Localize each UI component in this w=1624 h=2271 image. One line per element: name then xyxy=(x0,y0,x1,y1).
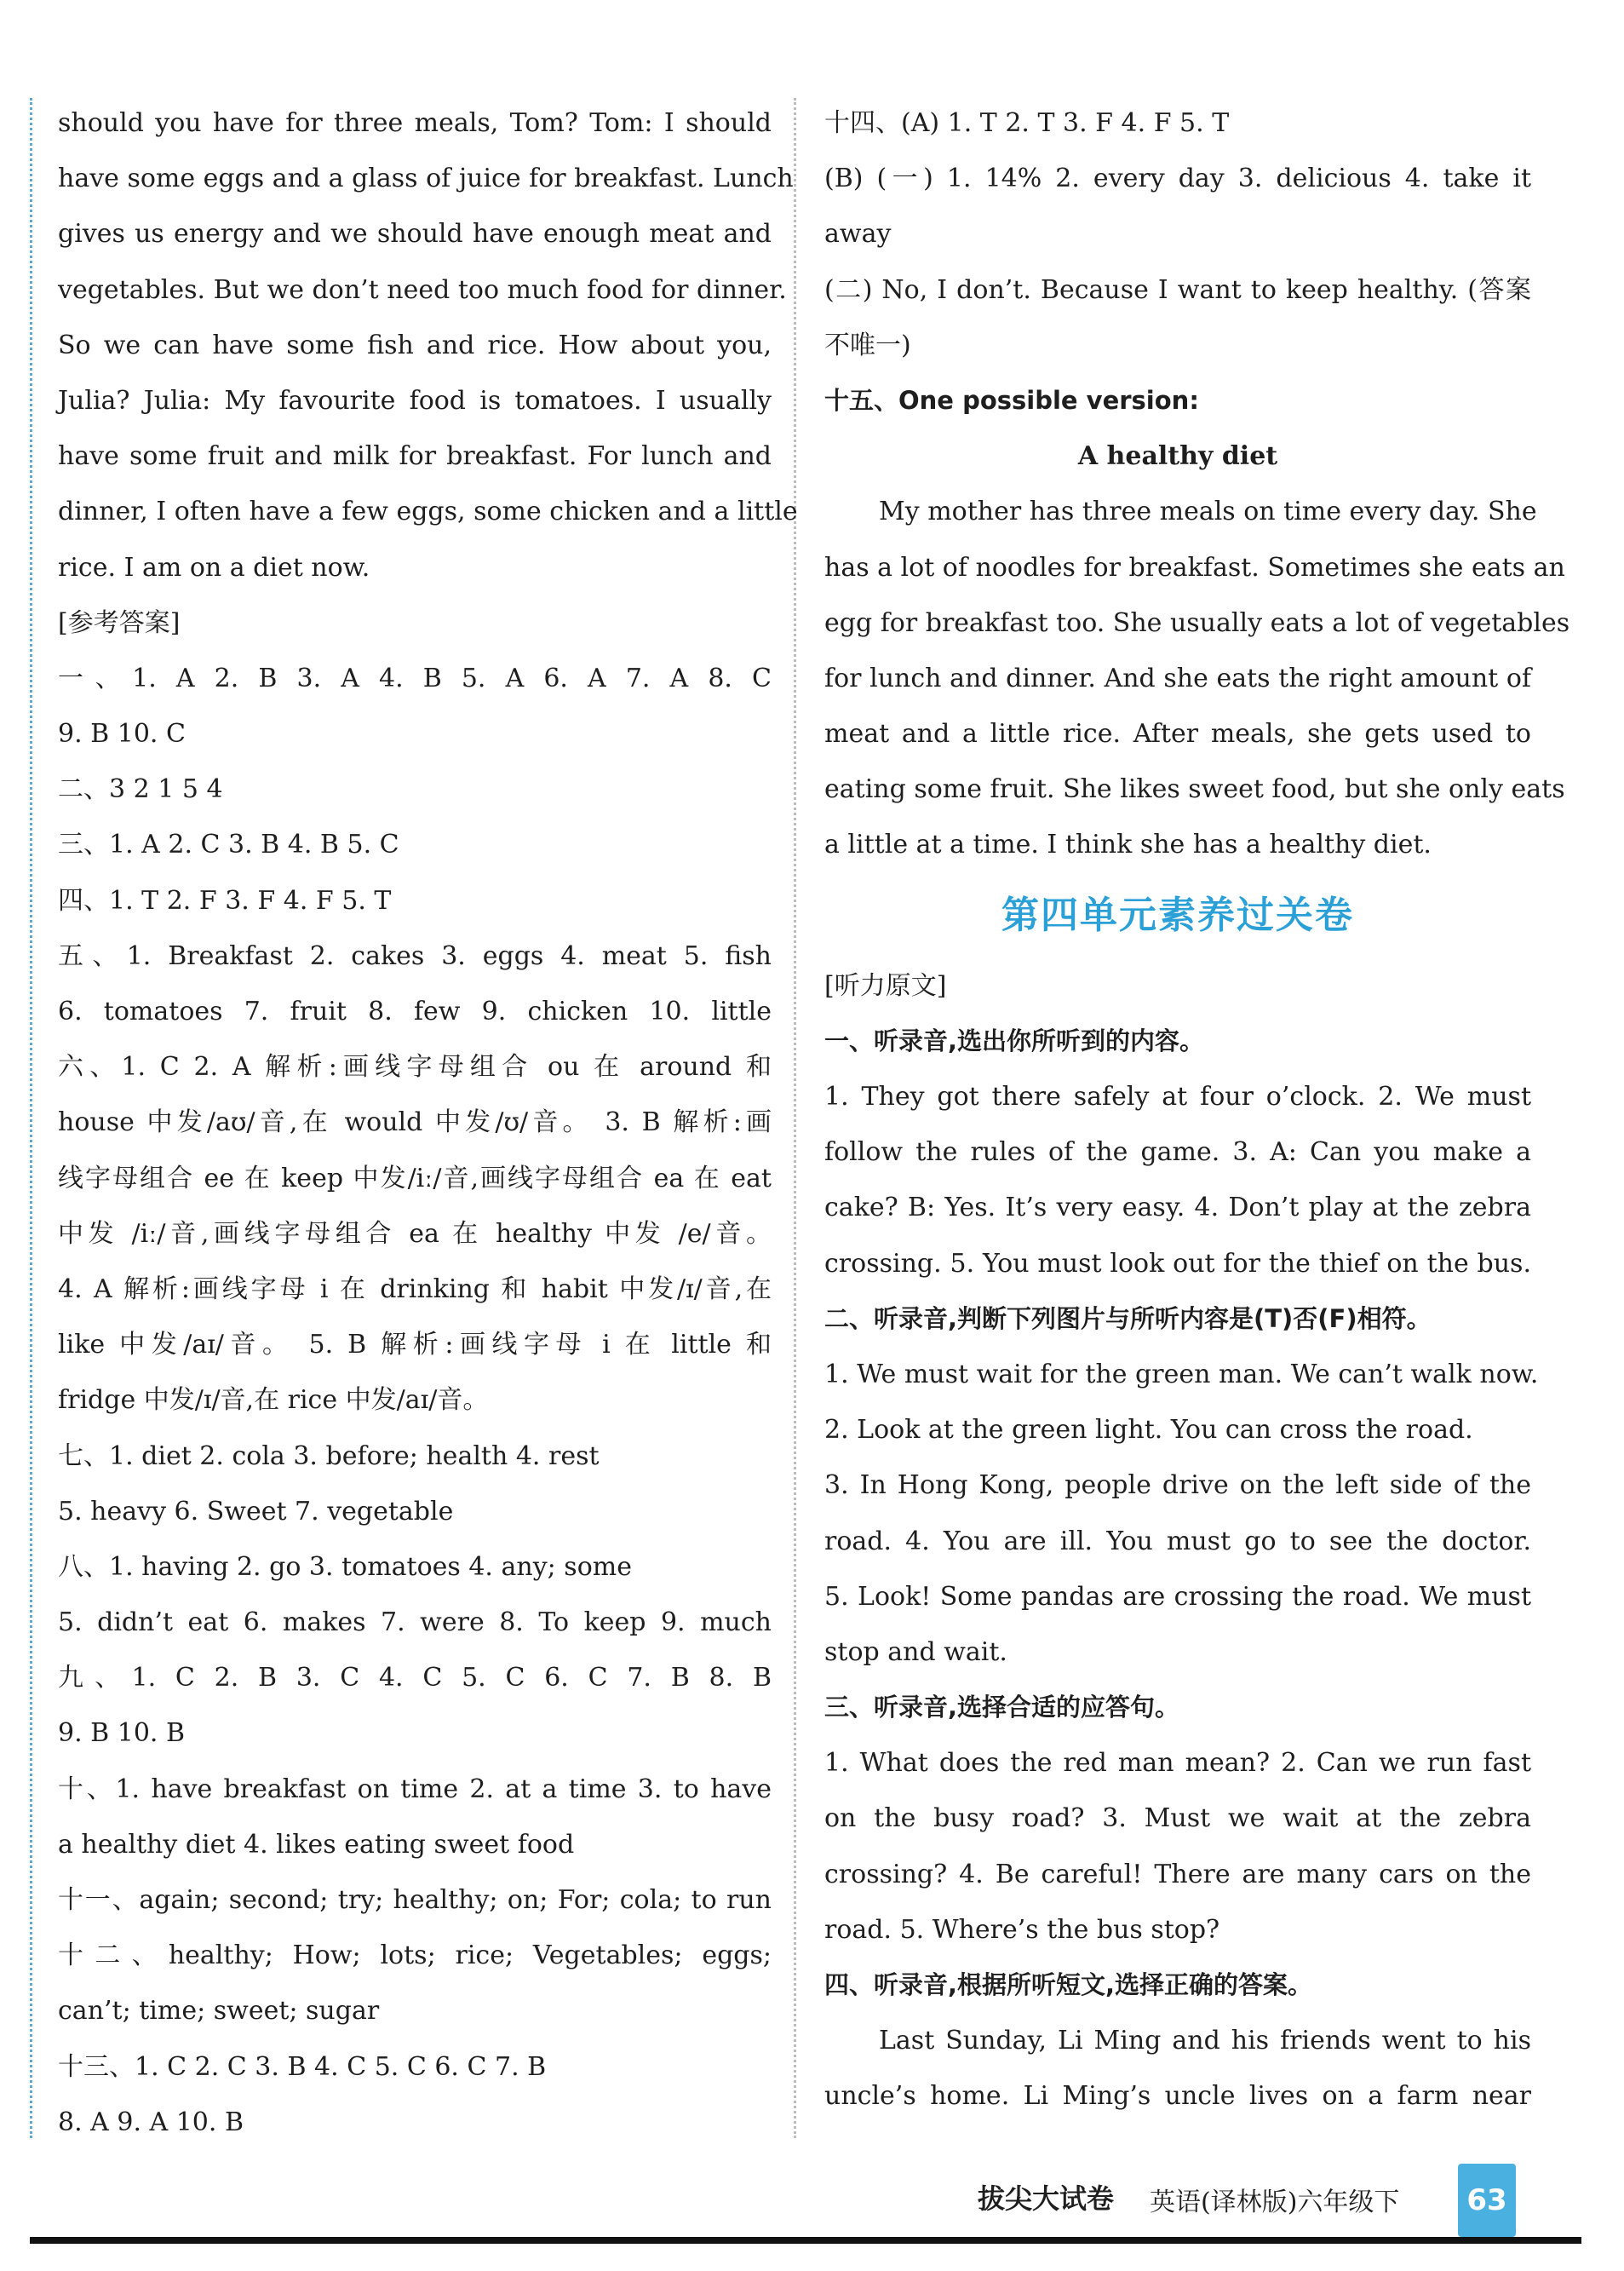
answer-line: 不唯一) xyxy=(824,330,911,360)
question-heading: 一、听录音,选出你所听到的内容。 xyxy=(824,1026,1205,1055)
answer-line: 一、1. A 2. B 3. A 4. B 5. A 6. A 7. A 8. C xyxy=(58,663,772,693)
answer-line: 六、1. C 2. A 解析:画线字母组合 ou 在 around 和 xyxy=(58,1052,772,1083)
answer-line: 十二、healthy; How; lots; rice; Vegetables; eggs; xyxy=(58,1940,772,1971)
footer-rule xyxy=(30,2237,1581,2244)
essay-line: egg for breakfast too. She usually eats a lot of vegetables xyxy=(824,607,1570,638)
script-line: cake? B: Yes. It’s very easy. 4. Don’t play at the zebra xyxy=(824,1193,1531,1223)
script-line: uncle’s home. Li Ming’s uncle lives on a farm near xyxy=(824,2081,1531,2112)
script-line: Last Sunday, Li Ming and his friends went to his xyxy=(879,2026,1531,2056)
footer-subject: 英语(译林版)六年级下 xyxy=(1150,2188,1400,2217)
answer-line: 9. B 10. C xyxy=(58,719,186,750)
question-heading: 三、听录音,选择合适的应答句。 xyxy=(824,1693,1180,1722)
answer-line: like 中发/aɪ/音。 5. B 解析:画线字母 i 在 little 和 xyxy=(58,1330,772,1360)
answer-line: 四、1. T 2. F 3. F 4. F 5. T xyxy=(58,885,392,916)
answer-line: 七、1. diet 2. cola 3. before; health 4. rest xyxy=(58,1440,600,1471)
page-number: 63 xyxy=(1458,2164,1516,2237)
script-line: 2. Look at the green light. You can cross the road. xyxy=(824,1415,1473,1446)
answer-line: 4. A 解析:画线字母 i 在 drinking 和 habit 中发/ɪ/音,在 xyxy=(58,1273,772,1304)
script-line: crossing. 5. You must look out for the thief on the bus. xyxy=(824,1248,1531,1279)
answer-line: 5. didn’t eat 6. makes 7. were 8. To keep 9. much xyxy=(58,1607,772,1638)
answer-line: away xyxy=(824,219,892,250)
text-line: gives us energy and we should have enough meat and xyxy=(58,219,772,250)
unit-title: 第四单元素养过关卷 xyxy=(1001,893,1354,937)
answer-line: fridge 中发/ɪ/音,在 rice 中发/aɪ/音。 xyxy=(58,1385,489,1416)
text-line: dinner, I often have a few eggs, some chicken and a little xyxy=(58,497,798,527)
answer-line: 中发 /iː/音,画线字母组合 ea 在 healthy 中发 /e/音。 xyxy=(58,1218,772,1249)
script-line: 5. Look! Some pandas are crossing the road. We must xyxy=(824,1581,1531,1612)
essay-line: eating some fruit. She likes sweet food, but she only eats xyxy=(824,774,1565,805)
answer-line: 线字母组合 ee 在 keep 中发/iː/音,画线字母组合 ea 在 eat xyxy=(58,1163,772,1193)
answer-line: 九、1. C 2. B 3. C 4. C 5. C 6. C 7. B 8. B xyxy=(58,1663,772,1693)
essay-line: for lunch and dinner. And she eats the right amount of xyxy=(824,663,1531,693)
essay-line: has a lot of noodles for breakfast. Sometimes she eats an xyxy=(824,552,1565,583)
text-line: rice. I am on a diet now. xyxy=(58,552,370,583)
answer-line: 9. B 10. B xyxy=(58,1718,186,1749)
answer-line: 五、1. Breakfast 2. cakes 3. eggs 4. meat 5. fish xyxy=(58,940,772,971)
answer-line: 8. A 9. A 10. B xyxy=(58,2107,244,2137)
column-divider xyxy=(794,98,796,2138)
text-line: Julia? Julia: My favourite food is tomatoes. I usually xyxy=(58,385,772,416)
script-line: 1. They got there safely at four o’clock. 2. We must xyxy=(824,1082,1531,1112)
answer-line: 十四、(A) 1. T 2. T 3. F 4. F 5. T xyxy=(824,108,1230,138)
script-line: stop and wait. xyxy=(824,1636,1007,1667)
essay-line: meat and a little rice. After meals, she gets used to xyxy=(824,719,1531,750)
answer-line: 八、1. having 2. go 3. tomatoes 4. any; some xyxy=(58,1551,632,1582)
script-line: 1. We must wait for the green man. We can’t walk now. xyxy=(824,1359,1539,1389)
answer-line: 十一、again; second; try; healthy; on; For; cola; to run xyxy=(58,1885,772,1915)
question-heading: 四、听录音,根据所听短文,选择正确的答案。 xyxy=(824,1970,1313,1999)
script-line: 3. In Hong Kong, people drive on the left side of the xyxy=(824,1470,1531,1501)
essay-line: a little at a time. I think she has a healthy diet. xyxy=(824,830,1432,860)
script-line: road. 5. Where’s the bus stop? xyxy=(824,1914,1220,1945)
script-line: follow the rules of the game. 3. A: Can you make a xyxy=(824,1137,1531,1168)
answer-line: 十三、1. C 2. C 3. B 4. C 5. C 6. C 7. B xyxy=(58,2051,547,2082)
answer-line: 5. heavy 6. Sweet 7. vegetable xyxy=(58,1496,454,1526)
page-footer xyxy=(0,2164,1624,2271)
question-heading: 二、听录音,判断下列图片与所听内容是(T)否(F)相符。 xyxy=(824,1303,1432,1333)
left-margin-rule xyxy=(30,98,32,2138)
text-line: have some fruit and milk for breakfast. For lunch and xyxy=(58,441,772,472)
right-column xyxy=(824,95,1570,2124)
answer-line: can’t; time; sweet; sugar xyxy=(58,1996,380,2027)
section-heading-listening: [听力原文] xyxy=(824,970,947,1001)
answer-line: (二) No, I don’t. Because I want to keep healthy. (答案 xyxy=(824,274,1531,305)
essay-title: A healthy diet xyxy=(1077,441,1278,472)
answer-line: (B) (一) 1. 14% 2. every day 3. delicious 4. take it xyxy=(824,164,1531,194)
script-line: on the busy road? 3. Must we wait at the zebra xyxy=(824,1803,1531,1834)
section-heading-answers: [参考答案] xyxy=(58,607,181,638)
text-line: vegetables. But we don’t need too much food for dinner. xyxy=(58,274,787,305)
answer-line: 十五、One possible version: xyxy=(824,385,1199,415)
answer-line: 三、1. A 2. C 3. B 4. B 5. C xyxy=(58,830,399,860)
footer-brand: 拔尖大试卷 xyxy=(978,2182,1115,2215)
answer-line: 二、3 2 1 5 4 xyxy=(58,774,223,805)
essay-line: My mother has three meals on time every day. She xyxy=(879,497,1537,527)
text-line: should you have for three meals, Tom? Tom: I should xyxy=(58,108,772,138)
script-line: crossing? 4. Be careful! There are many cars on the xyxy=(824,1859,1531,1889)
answer-line: house 中发/aʊ/音,在 would 中发/ʊ/音。 3. B 解析:画 xyxy=(58,1107,772,1138)
script-line: road. 4. You are ill. You must go to see the doctor. xyxy=(824,1526,1531,1556)
answer-line: 6. tomatoes 7. fruit 8. few 9. chicken 10. little xyxy=(58,997,772,1026)
answer-line: 十、1. have breakfast on time 2. at a time 3. to have xyxy=(58,1774,772,1804)
text-line: So we can have some fish and rice. How about you, xyxy=(58,330,772,360)
left-column xyxy=(58,95,798,2150)
answer-line: a healthy diet 4. likes eating sweet food xyxy=(58,1829,575,1860)
script-line: 1. What does the red man mean? 2. Can we run fast xyxy=(824,1748,1531,1779)
text-line: have some eggs and a glass of juice for breakfast. Lunch xyxy=(58,164,794,194)
